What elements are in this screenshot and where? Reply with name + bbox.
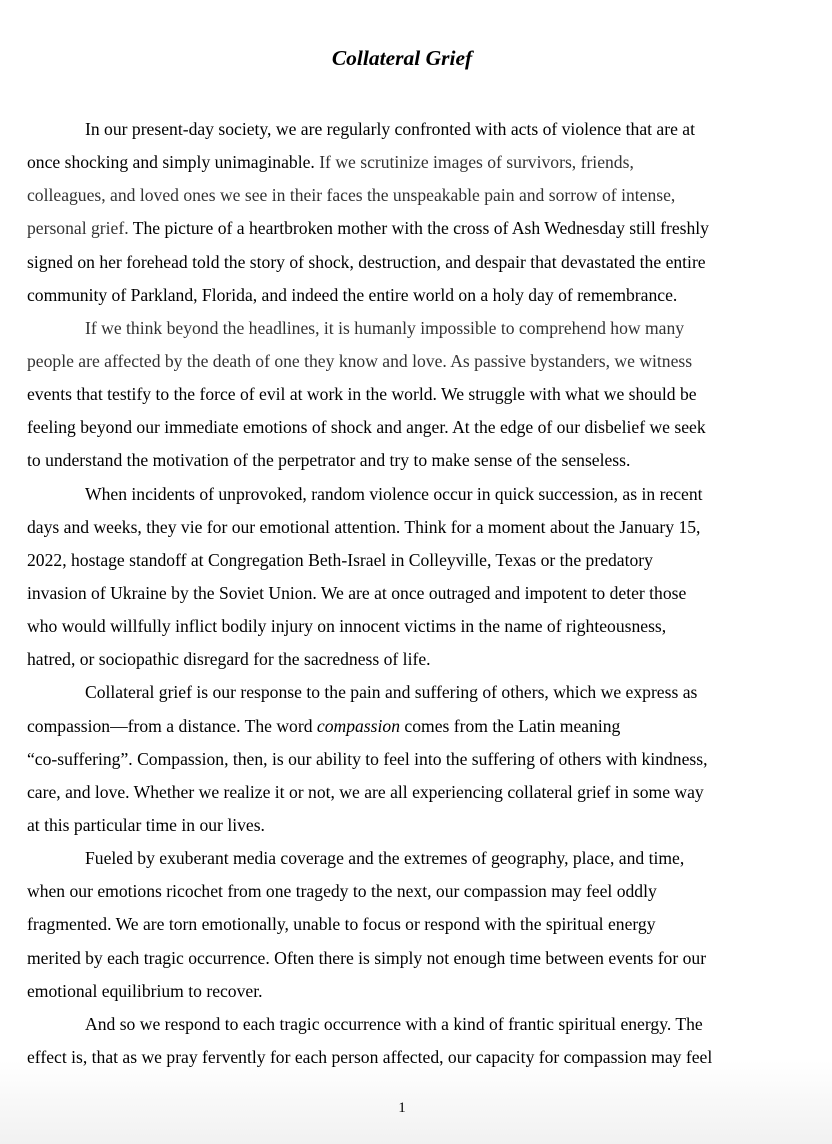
document-body (27, 113, 787, 1074)
text-segment: colleagues, and loved ones we see in their faces the unspeakable pain and sorrow of intense, (27, 185, 676, 206)
text-line (27, 179, 787, 212)
text-segment: 2022, hostage standoff at Congregation Beth-Israel in Colleyville, Texas or the predatory (27, 549, 653, 570)
text-line (27, 1008, 787, 1041)
text-segment: When incidents of unprovoked, random violence occur in quick succession, as in recent (85, 483, 703, 504)
text-line (27, 610, 787, 643)
paragraph (27, 1008, 787, 1074)
paragraph (27, 312, 787, 478)
text-segment: effect is, that as we pray fervently for each person affected, our capacity for compassion may feel (27, 1046, 713, 1067)
text-line (27, 544, 787, 577)
text-line (27, 942, 787, 975)
text-line (27, 246, 787, 279)
text-segment: Collateral grief is our response to the pain and suffering of others, which we express as (85, 682, 698, 703)
text-line (27, 710, 787, 743)
text-segment: invasion of Ukraine by the Soviet Union. We are at once outraged and impotent to deter those (27, 582, 687, 603)
text-line (27, 643, 787, 676)
text-segment: emotional equilibrium to recover. (27, 980, 263, 1001)
text-line (27, 875, 787, 908)
text-line (27, 577, 787, 610)
text-segment: feeling beyond our immediate emotions of shock and anger. At the edge of our disbelief we seek (27, 417, 706, 438)
text-segment: personal grief. (27, 218, 129, 239)
text-line (27, 411, 787, 444)
text-segment: at this particular time in our lives. (27, 814, 265, 835)
text-segment: comes from the Latin meaning (400, 715, 621, 736)
paragraph (27, 113, 787, 312)
text-segment: events that testify to the force of evil at work in the world. We struggle with what we should be (27, 384, 697, 405)
text-line (27, 511, 787, 544)
paragraph (27, 478, 787, 677)
text-line (27, 113, 787, 146)
text-line (27, 1041, 787, 1074)
text-line (27, 478, 787, 511)
text-line (27, 212, 787, 245)
text-segment: hatred, or sociopathic disregard for the sacredness of life. (27, 649, 431, 670)
text-line (27, 975, 787, 1008)
text-line (27, 908, 787, 941)
text-line (27, 279, 787, 312)
text-segment: community of Parkland, Florida, and indeed the entire world on a holy day of remembrance. (27, 284, 678, 305)
text-segment: The picture of a heartbroken mother with the cross of Ash Wednesday still freshly (128, 218, 709, 239)
paragraph (27, 676, 787, 842)
text-segment: “co-suffering”. Compassion, then, is our ability to feel into the suffering of others with kindness, (27, 748, 708, 769)
text-line (27, 444, 787, 477)
text-segment: care, and love. Whether we realize it or not, we are all experiencing collateral grief in some way (27, 781, 704, 802)
text-segment: days and weeks, they vie for our emotional attention. Think for a moment about the January 15, (27, 516, 701, 537)
text-segment: signed on her forehead told the story of shock, destruction, and despair that devastated the entire (27, 251, 706, 272)
text-segment: fragmented. We are torn emotionally, unable to focus or respond with the spiritual energy (27, 914, 656, 935)
text-segment: who would willfully inflict bodily injury on innocent victims in the name of righteousness, (27, 616, 667, 637)
text-line (27, 676, 787, 709)
page-number: 1 (398, 1100, 406, 1116)
text-line (27, 146, 787, 179)
italic-term: compassion (316, 715, 400, 736)
text-line (27, 345, 787, 378)
paragraph (27, 842, 787, 1008)
text-segment: to understand the motivation of the perpetrator and try to make sense of the senseless. (27, 450, 631, 471)
text-segment: when our emotions ricochet from one tragedy to the next, our compassion may feel oddly (27, 881, 657, 902)
text-segment: Fueled by exuberant media coverage and the extremes of geography, place, and time, (85, 848, 685, 869)
text-segment: In our present-day society, we are regularly confronted with acts of violence that are at (85, 119, 695, 139)
document-title: Collateral Grief (331, 46, 473, 70)
text-segment: And so we respond to each tragic occurrence with a kind of frantic spiritual energy. The (85, 1013, 703, 1034)
text-line (27, 743, 787, 776)
text-segment: merited by each tragic occurrence. Often there is simply not enough time between events for our (27, 947, 707, 968)
text-segment: If we think beyond the headlines, it is humanly impossible to comprehend how many (85, 317, 685, 338)
text-line (27, 378, 787, 411)
text-segment: compassion—from a distance. The word (27, 715, 317, 736)
text-segment: If we scrutinize images of survivors, friends, (319, 152, 634, 173)
text-line (27, 842, 787, 875)
text-line (27, 776, 787, 809)
text-line (27, 809, 787, 842)
text-segment: people are affected by the death of one they know and love. As passive bystanders, we witness (27, 350, 693, 371)
text-line (27, 312, 787, 345)
text-segment: once shocking and simply unimaginable. (27, 152, 320, 173)
